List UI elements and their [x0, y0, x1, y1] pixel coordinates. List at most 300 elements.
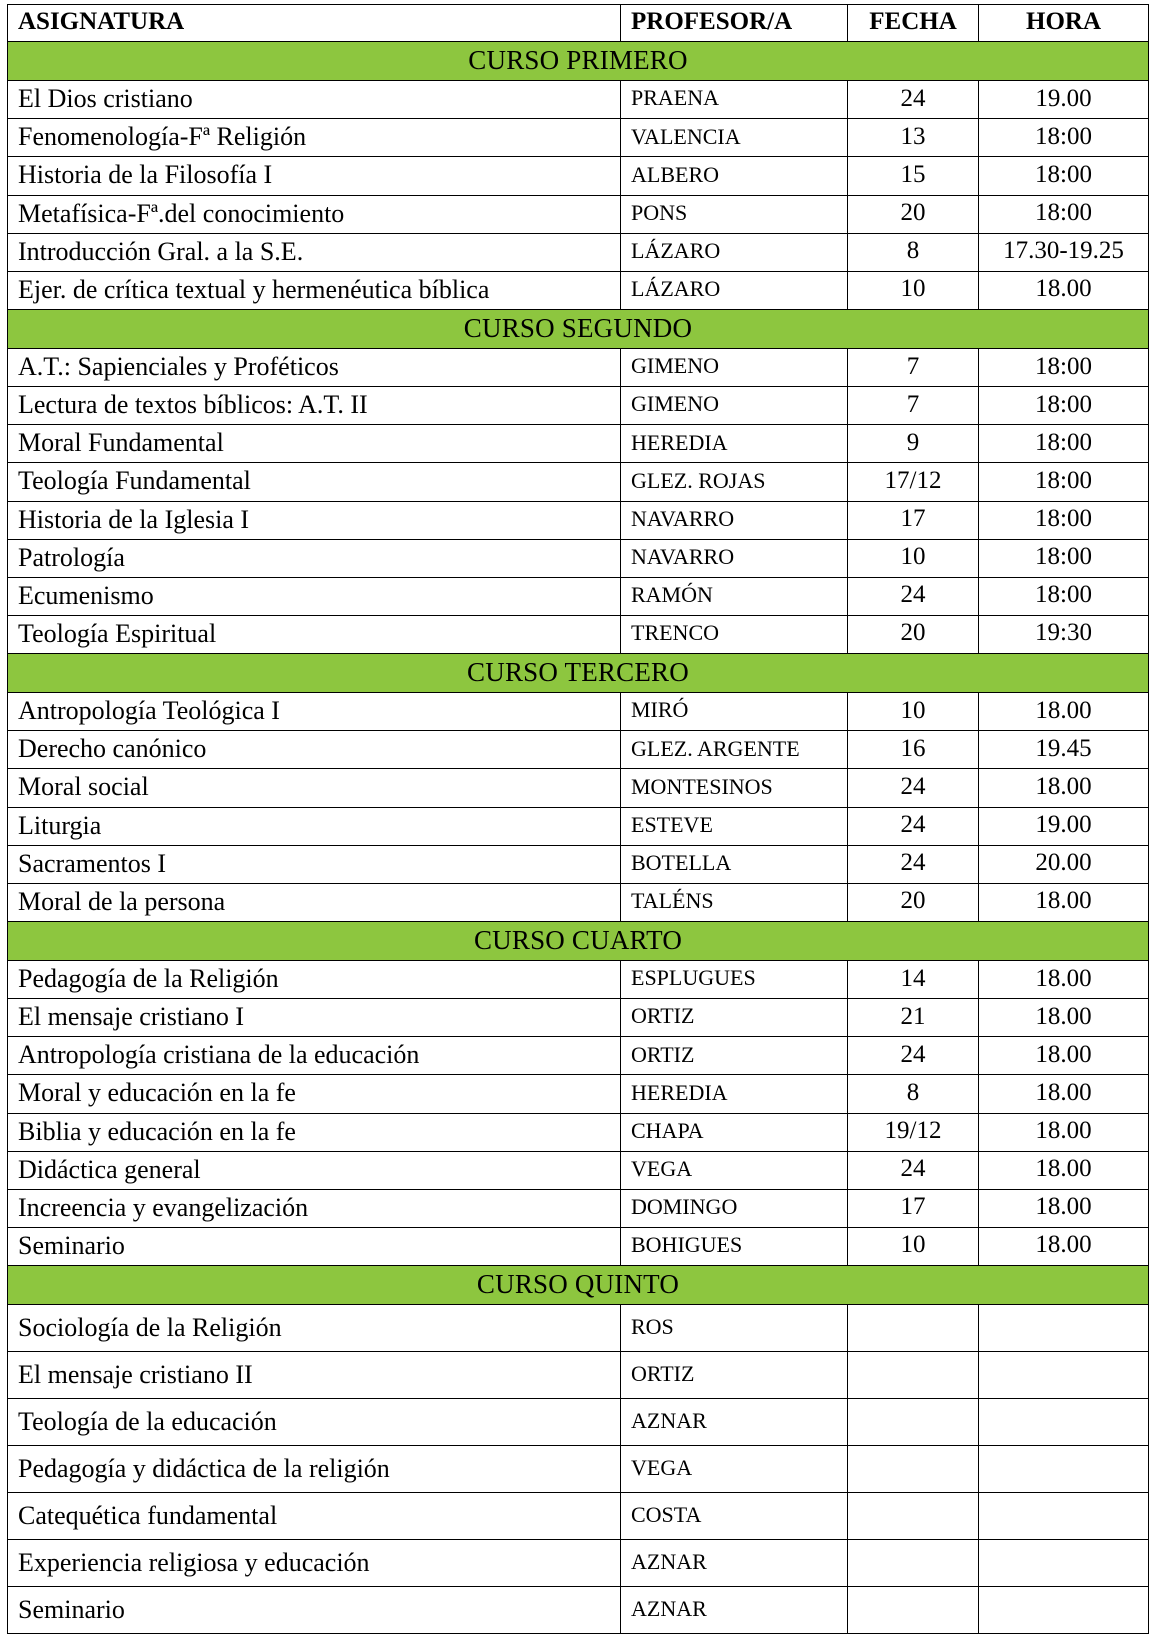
table-row	[8, 1113, 1149, 1151]
cell-fecha-text: 17/12	[884, 467, 942, 494]
cell-fecha-text	[848, 1493, 978, 1539]
cell-hora	[979, 463, 1149, 501]
cell-profesor	[621, 1075, 848, 1113]
cell-fecha	[848, 81, 979, 119]
cell-fecha	[848, 883, 979, 921]
cell-profesor	[621, 883, 848, 921]
cell-asignatura	[8, 577, 621, 615]
cell-fecha	[848, 501, 979, 539]
cell-fecha	[848, 1113, 979, 1151]
cell-hora-text: 18.00	[1035, 1079, 1092, 1106]
cell-profesor-text: NAVARRO	[631, 505, 735, 531]
cell-fecha	[848, 195, 979, 233]
cell-asignatura	[8, 1305, 621, 1352]
cell-asignatura-text: Ecumenismo	[18, 580, 154, 610]
column-header-hora	[979, 5, 1149, 42]
cell-fecha-text: 24	[900, 1155, 926, 1183]
cell-hora	[979, 693, 1149, 731]
cell-fecha	[848, 271, 979, 309]
cell-fecha	[848, 769, 979, 807]
cell-fecha-text: 24	[900, 581, 926, 609]
cell-hora-text: 18.00	[1035, 1231, 1092, 1259]
cell-profesor-text: TALÉNS	[631, 888, 714, 914]
cell-asignatura	[8, 1493, 621, 1540]
cell-fecha-text: 14	[900, 964, 926, 992]
cell-fecha-text: 10	[900, 543, 926, 571]
cell-hora-text: 19.45	[1035, 734, 1092, 762]
cell-hora	[979, 1399, 1149, 1446]
cell-hora-text: 18.00	[1035, 696, 1092, 724]
cell-profesor-text: MIRÓ	[631, 697, 689, 723]
cell-hora-text: 18.00	[1035, 887, 1092, 915]
cell-fecha	[848, 119, 979, 157]
cell-hora-text: 19.00	[1035, 811, 1092, 839]
cell-hora	[979, 1037, 1149, 1075]
cell-asignatura-text: Experiencia religiosa y educación	[18, 1547, 370, 1577]
cell-profesor-text: ESPLUGUES	[631, 965, 756, 991]
cell-profesor-text: BOTELLA	[631, 849, 732, 875]
cell-fecha-text: 7	[906, 352, 920, 380]
cell-profesor	[621, 999, 848, 1037]
table-row	[8, 1540, 1149, 1587]
cell-asignatura-text: Historia de la Iglesia I	[18, 504, 250, 534]
cell-asignatura	[8, 195, 621, 233]
cell-asignatura-text: Catequética fundamental	[18, 1500, 278, 1530]
cell-fecha	[848, 1352, 979, 1399]
table-row	[8, 731, 1149, 769]
course-section-cell	[8, 921, 1149, 960]
table-row	[8, 1399, 1149, 1446]
cell-hora	[979, 845, 1149, 883]
cell-profesor-text: ALBERO	[631, 161, 719, 187]
cell-profesor-text: DOMINGO	[631, 1194, 738, 1220]
cell-fecha	[848, 1037, 979, 1075]
cell-asignatura-text: Patrología	[18, 542, 125, 572]
cell-fecha-text: 24	[900, 849, 926, 877]
cell-asignatura	[8, 271, 621, 309]
cell-asignatura-text: Lectura de textos bíblicos: A.T. II	[18, 390, 368, 420]
cell-profesor	[621, 387, 848, 425]
column-header-asignatura-label: ASIGNATURA	[18, 8, 185, 35]
cell-asignatura-text: Sociología de la Religión	[18, 1312, 282, 1342]
cell-profesor	[621, 157, 848, 195]
cell-fecha-text: 20	[900, 887, 926, 915]
table-row	[8, 1075, 1149, 1113]
table-row	[8, 387, 1149, 425]
course-section-cell	[8, 42, 1149, 81]
cell-profesor-text: VEGA	[631, 1155, 693, 1181]
cell-hora	[979, 1189, 1149, 1227]
cell-asignatura	[8, 463, 621, 501]
cell-profesor-text: RAMÓN	[631, 582, 713, 608]
cell-hora-text: 19.00	[1035, 84, 1092, 112]
cell-profesor	[621, 1352, 848, 1399]
cell-fecha	[848, 1075, 979, 1113]
cell-profesor-text: VEGA	[631, 1454, 693, 1480]
cell-fecha-text: 24	[900, 84, 926, 112]
cell-hora-text: 18:00	[1035, 467, 1092, 494]
cell-hora	[979, 119, 1149, 157]
cell-hora	[979, 807, 1149, 845]
course-section-title: CURSO SEGUNDO	[463, 312, 693, 343]
cell-fecha-text	[848, 1540, 978, 1586]
cell-hora	[979, 1305, 1149, 1352]
cell-fecha-text: 24	[900, 773, 926, 800]
cell-fecha-text	[848, 1587, 978, 1633]
column-header-fecha	[848, 5, 979, 42]
cell-hora	[979, 425, 1149, 463]
cell-hora-text	[979, 1540, 1148, 1586]
cell-fecha-text: 21	[900, 1002, 926, 1030]
cell-profesor	[621, 807, 848, 845]
cell-hora	[979, 1227, 1149, 1265]
cell-hora	[979, 883, 1149, 921]
cell-profesor	[621, 1493, 848, 1540]
cell-asignatura-text: Teología Espiritual	[18, 618, 217, 648]
cell-hora	[979, 195, 1149, 233]
cell-fecha-text: 17	[900, 505, 926, 533]
cell-profesor-text: GLEZ. ROJAS	[631, 467, 766, 493]
cell-asignatura	[8, 731, 621, 769]
table-row	[8, 271, 1149, 309]
cell-fecha	[848, 1493, 979, 1540]
cell-hora-text: 18:00	[1035, 390, 1092, 418]
cell-asignatura-text: Pedagogía de la Religión	[18, 964, 279, 994]
cell-hora-text: 18:00	[1035, 199, 1092, 227]
cell-hora-text: 18:00	[1035, 161, 1092, 188]
cell-profesor	[621, 195, 848, 233]
cell-asignatura	[8, 501, 621, 539]
cell-fecha-text	[848, 1446, 978, 1492]
cell-asignatura	[8, 769, 621, 807]
cell-profesor	[621, 1227, 848, 1265]
cell-asignatura	[8, 1587, 621, 1634]
column-header-profesor	[621, 5, 848, 42]
course-section-title: CURSO TERCERO	[467, 657, 689, 687]
table-row	[8, 349, 1149, 387]
cell-asignatura-text: El Dios cristiano	[18, 84, 193, 114]
course-section-row	[8, 42, 1149, 81]
cell-hora	[979, 1352, 1149, 1399]
cell-hora	[979, 349, 1149, 387]
cell-profesor	[621, 539, 848, 577]
table-header-row	[8, 5, 1149, 42]
cell-profesor-text: ESTEVE	[631, 811, 713, 837]
cell-asignatura	[8, 1113, 621, 1151]
cell-asignatura	[8, 233, 621, 271]
cell-fecha-text: 8	[906, 1079, 920, 1106]
table-row	[8, 999, 1149, 1037]
cell-hora-text: 17.30-19.25	[1003, 237, 1124, 265]
cell-profesor-text: ORTIZ	[631, 1360, 695, 1386]
cell-profesor	[621, 1587, 848, 1634]
cell-asignatura	[8, 1399, 621, 1446]
cell-hora	[979, 387, 1149, 425]
cell-asignatura	[8, 387, 621, 425]
cell-hora	[979, 1493, 1149, 1540]
cell-hora	[979, 1113, 1149, 1151]
cell-asignatura-text: Introducción Gral. a la S.E.	[18, 236, 304, 266]
cell-hora	[979, 271, 1149, 309]
cell-asignatura	[8, 349, 621, 387]
cell-asignatura-text: Didáctica general	[18, 1154, 201, 1184]
cell-asignatura-text: Moral social	[18, 772, 149, 802]
cell-profesor	[621, 693, 848, 731]
cell-fecha-text: 7	[906, 390, 920, 418]
cell-fecha-text: 20	[900, 619, 926, 647]
table-row	[8, 1227, 1149, 1265]
cell-profesor	[621, 1446, 848, 1493]
cell-fecha	[848, 615, 979, 653]
cell-profesor-text: HEREDIA	[631, 1079, 728, 1105]
cell-hora-text: 18.00	[1035, 1117, 1092, 1145]
cell-hora-text: 18.00	[1035, 773, 1092, 800]
cell-asignatura-text: Seminario	[18, 1230, 125, 1260]
cell-profesor-text: ORTIZ	[631, 1003, 695, 1029]
cell-profesor-text: PRAENA	[631, 85, 720, 111]
cell-fecha	[848, 807, 979, 845]
course-section-cell	[8, 1266, 1149, 1305]
cell-hora-text: 18:00	[1035, 581, 1092, 609]
cell-profesor	[621, 577, 848, 615]
cell-asignatura	[8, 845, 621, 883]
cell-asignatura-text: Pedagogía y didáctica de la religión	[18, 1453, 390, 1483]
cell-fecha-text: 20	[900, 199, 926, 227]
cell-asignatura-text: El mensaje cristiano I	[18, 1002, 244, 1032]
cell-asignatura	[8, 1352, 621, 1399]
cell-hora-text: 18:00	[1035, 543, 1092, 571]
cell-profesor-text: HEREDIA	[631, 429, 728, 455]
table-row	[8, 615, 1149, 653]
cell-asignatura	[8, 961, 621, 999]
cell-fecha	[848, 845, 979, 883]
exam-schedule-table	[7, 4, 1149, 1634]
cell-hora-text: 18:00	[1035, 122, 1092, 150]
cell-asignatura-text: El mensaje cristiano II	[18, 1359, 253, 1389]
cell-profesor	[621, 425, 848, 463]
cell-asignatura	[8, 807, 621, 845]
table-row	[8, 807, 1149, 845]
cell-asignatura	[8, 1037, 621, 1075]
cell-profesor	[621, 961, 848, 999]
cell-hora	[979, 157, 1149, 195]
cell-profesor	[621, 615, 848, 653]
table-row	[8, 1587, 1149, 1634]
cell-fecha	[848, 1151, 979, 1189]
cell-fecha	[848, 999, 979, 1037]
cell-asignatura-text: Liturgia	[18, 810, 102, 840]
table-row	[8, 1189, 1149, 1227]
cell-asignatura	[8, 1075, 621, 1113]
cell-hora-text: 18:00	[1035, 428, 1092, 456]
cell-profesor-text: AZNAR	[631, 1407, 707, 1433]
cell-fecha	[848, 731, 979, 769]
cell-fecha-text: 9	[906, 428, 920, 456]
cell-profesor	[621, 1305, 848, 1352]
cell-fecha	[848, 349, 979, 387]
table-row	[8, 425, 1149, 463]
cell-fecha-text	[848, 1352, 978, 1398]
cell-fecha-text: 15	[900, 161, 926, 188]
cell-asignatura	[8, 157, 621, 195]
table-row	[8, 769, 1149, 807]
cell-fecha-text: 16	[900, 734, 926, 762]
cell-profesor-text: NAVARRO	[631, 543, 735, 569]
cell-hora-text	[979, 1587, 1148, 1633]
table-body	[8, 42, 1149, 1634]
cell-profesor-text: PONS	[631, 199, 688, 225]
cell-asignatura	[8, 883, 621, 921]
cell-fecha	[848, 539, 979, 577]
cell-profesor	[621, 1189, 848, 1227]
cell-asignatura-text: Biblia y educación en la fe	[18, 1116, 296, 1146]
cell-profesor-text: AZNAR	[631, 1548, 707, 1574]
cell-asignatura-text: Sacramentos I	[18, 848, 167, 878]
cell-profesor	[621, 1113, 848, 1151]
cell-asignatura-text: Fenomenología-Fª Religión	[18, 122, 307, 152]
cell-asignatura	[8, 425, 621, 463]
cell-fecha-text	[848, 1305, 978, 1351]
cell-hora-text	[979, 1446, 1148, 1492]
cell-fecha	[848, 1189, 979, 1227]
cell-profesor-text: LÁZARO	[631, 237, 721, 263]
cell-hora-text	[979, 1305, 1148, 1351]
cell-hora	[979, 731, 1149, 769]
cell-asignatura	[8, 615, 621, 653]
cell-fecha	[848, 961, 979, 999]
cell-hora-text: 18.00	[1035, 1040, 1092, 1068]
table-row	[8, 463, 1149, 501]
cell-hora-text: 18:00	[1035, 352, 1092, 380]
table-row	[8, 577, 1149, 615]
cell-asignatura-text: Derecho canónico	[18, 734, 207, 764]
table-row	[8, 1352, 1149, 1399]
cell-hora	[979, 961, 1149, 999]
cell-hora	[979, 501, 1149, 539]
cell-hora-text	[979, 1399, 1148, 1445]
cell-fecha	[848, 577, 979, 615]
cell-fecha-text: 24	[900, 811, 926, 839]
cell-hora-text: 18:00	[1035, 505, 1092, 533]
cell-asignatura	[8, 1227, 621, 1265]
cell-hora-text	[979, 1352, 1148, 1398]
cell-profesor-text: COSTA	[631, 1501, 702, 1527]
cell-profesor	[621, 271, 848, 309]
cell-fecha-text	[848, 1399, 978, 1445]
course-section-row	[8, 654, 1149, 693]
cell-hora	[979, 233, 1149, 271]
cell-asignatura-text: Seminario	[18, 1594, 125, 1624]
cell-fecha	[848, 425, 979, 463]
cell-profesor-text: VALENCIA	[631, 123, 741, 149]
cell-fecha-text: 17	[900, 1193, 926, 1221]
cell-asignatura	[8, 1189, 621, 1227]
cell-asignatura-text: Moral de la persona	[18, 886, 226, 916]
course-section-cell	[8, 654, 1149, 693]
cell-fecha	[848, 1227, 979, 1265]
column-header-fecha-label: FECHA	[869, 8, 957, 35]
cell-profesor	[621, 731, 848, 769]
cell-profesor-text: TRENCO	[631, 620, 719, 646]
cell-fecha	[848, 387, 979, 425]
exam-schedule-sheet	[7, 0, 1148, 1634]
cell-asignatura	[8, 539, 621, 577]
table-row	[8, 501, 1149, 539]
cell-asignatura-text: A.T.: Sapienciales y Proféticos	[18, 352, 339, 382]
cell-asignatura	[8, 693, 621, 731]
cell-profesor	[621, 233, 848, 271]
cell-profesor	[621, 1151, 848, 1189]
table-row	[8, 81, 1149, 119]
course-section-title: CURSO CUARTO	[473, 924, 683, 955]
table-row	[8, 119, 1149, 157]
cell-fecha-text: 8	[906, 237, 920, 265]
course-section-row	[8, 1266, 1149, 1305]
cell-profesor-text: ORTIZ	[631, 1041, 695, 1067]
cell-asignatura	[8, 1151, 621, 1189]
cell-profesor-text: AZNAR	[631, 1595, 707, 1621]
cell-profesor	[621, 769, 848, 807]
table-header	[8, 5, 1149, 42]
table-row	[8, 233, 1149, 271]
cell-hora-text: 18.00	[1035, 1002, 1092, 1030]
cell-asignatura-text: Moral y educación en la fe	[18, 1078, 296, 1108]
cell-fecha-text: 24	[900, 1040, 926, 1068]
cell-profesor	[621, 845, 848, 883]
cell-fecha	[848, 1540, 979, 1587]
table-row	[8, 1305, 1149, 1352]
cell-hora	[979, 1446, 1149, 1493]
cell-profesor	[621, 119, 848, 157]
cell-asignatura-text: Ejer. de crítica textual y hermenéutica bíblica	[18, 274, 490, 304]
cell-hora-text	[979, 1493, 1148, 1539]
cell-asignatura-text: Antropología cristiana de la educación	[18, 1040, 420, 1070]
table-row	[8, 1151, 1149, 1189]
column-header-profesor-label: PROFESOR/A	[631, 8, 793, 35]
cell-hora	[979, 1587, 1149, 1634]
table-row	[8, 1446, 1149, 1493]
cell-fecha	[848, 1399, 979, 1446]
cell-hora	[979, 1151, 1149, 1189]
cell-hora-text: 18.00	[1035, 275, 1092, 303]
cell-hora-text: 18.00	[1035, 1193, 1092, 1221]
cell-hora	[979, 1540, 1149, 1587]
cell-fecha-text: 10	[900, 1231, 926, 1259]
table-row	[8, 1493, 1149, 1540]
course-section-row	[8, 921, 1149, 960]
table-row	[8, 1037, 1149, 1075]
course-section-title: CURSO PRIMERO	[468, 45, 688, 75]
column-header-asignatura	[8, 5, 621, 42]
cell-profesor	[621, 501, 848, 539]
cell-hora	[979, 1075, 1149, 1113]
cell-profesor	[621, 1037, 848, 1075]
cell-fecha-text: 13	[900, 122, 926, 150]
table-row	[8, 539, 1149, 577]
cell-profesor	[621, 81, 848, 119]
cell-asignatura-text: Metafísica-Fª.del conocimiento	[18, 198, 345, 228]
cell-profesor	[621, 1540, 848, 1587]
cell-fecha	[848, 1587, 979, 1634]
cell-fecha	[848, 463, 979, 501]
cell-profesor-text: GLEZ. ARGENTE	[631, 735, 800, 761]
cell-profesor	[621, 1399, 848, 1446]
cell-asignatura-text: Teología Fundamental	[18, 466, 251, 496]
cell-asignatura	[8, 81, 621, 119]
cell-hora	[979, 539, 1149, 577]
cell-fecha	[848, 157, 979, 195]
cell-hora-text: 19:30	[1035, 619, 1092, 647]
